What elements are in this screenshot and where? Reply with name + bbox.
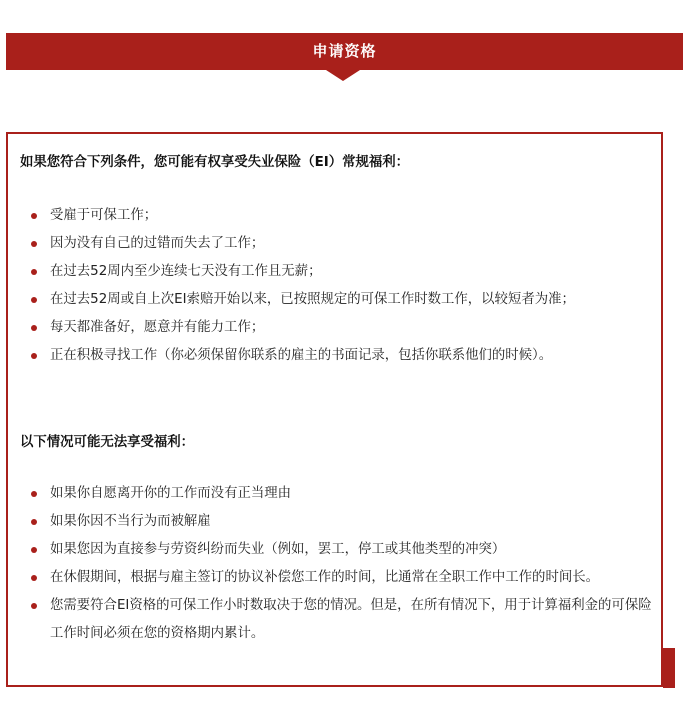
list-item-text: 在过去52周或自上次EI索赔开始以来，已按照规定的可保工作时数工作，以较短者为准； <box>50 292 575 307</box>
bullet-icon <box>31 575 37 581</box>
bullet-icon <box>31 547 37 553</box>
ineligibility-list <box>8 480 660 648</box>
panel-accent-block <box>663 648 675 688</box>
section-banner <box>6 33 683 70</box>
bullet-icon <box>31 603 37 609</box>
list-item-text: 在过去52周内至少连续七天没有工作且无薪； <box>50 264 322 279</box>
list-item <box>8 508 660 536</box>
bullet-icon <box>31 213 37 219</box>
bullet-icon <box>31 269 37 275</box>
banner-pointer-arrow <box>326 70 360 81</box>
list-item-text: 您需要符合EI资格的可保工作小时数取决于您的情况。但是，在所有情况下，用于计算福利金的可保险工作时间必须在您的资格期内累计。 <box>50 598 652 641</box>
bullet-icon <box>31 491 37 497</box>
list-item <box>8 314 660 342</box>
list-item-text: 在休假期间，根据与雇主签订的协议补偿您工作的时间，比通常在全职工作中工作的时间长。 <box>50 570 600 585</box>
list-item-text: 因为没有自己的过错而失去了工作； <box>50 236 265 251</box>
list-item <box>8 564 660 592</box>
list-item-text: 每天都准备好，愿意并有能力工作； <box>50 320 265 335</box>
list-item <box>8 286 660 314</box>
list-item <box>8 202 660 230</box>
list-item <box>8 342 660 370</box>
list-item <box>8 230 660 258</box>
bullet-icon <box>31 325 37 331</box>
list-item-text: 如果您因为直接参与劳资纠纷而失业（例如，罢工，停工或其他类型的冲突） <box>50 542 506 557</box>
bullet-icon <box>31 519 37 525</box>
list-item-text: 受雇于可保工作； <box>50 208 158 223</box>
list-item-text: 如果你自愿离开你的工作而没有正当理由 <box>50 486 292 501</box>
banner-title: 申请资格 <box>312 42 377 60</box>
eligibility-heading: 如果您符合下列条件，您可能有权享受失业保险（EI）常规福利： <box>20 155 410 170</box>
list-item <box>8 536 660 564</box>
list-item <box>8 258 660 286</box>
ineligibility-heading: 以下情况可能无法享受福利： <box>20 435 195 450</box>
bullet-icon <box>31 353 37 359</box>
eligibility-panel <box>6 132 663 687</box>
eligibility-list <box>8 202 660 370</box>
list-item <box>8 480 660 508</box>
list-item-text: 如果你因不当行为而被解雇 <box>50 514 211 529</box>
bullet-icon <box>31 241 37 247</box>
list-item-text: 正在积极寻找工作（你必须保留你联系的雇主的书面记录，包括你联系他们的时候）。 <box>50 348 553 363</box>
list-item <box>8 592 660 648</box>
bullet-icon <box>31 297 37 303</box>
